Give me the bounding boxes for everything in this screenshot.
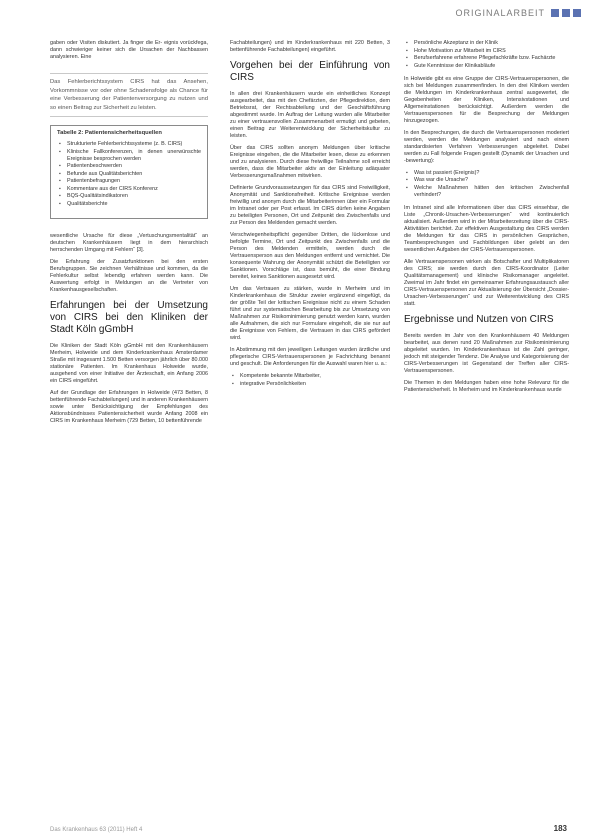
paragraph: Fachabteilungen) und im Kinderkrankenhaus mit 220 Betten, 3 bettenführende Fachabteilungen) eingeführt. — [230, 40, 390, 53]
paragraph: Auf der Grundlage der Erfahrungen in Holweide (473 Betten, 8 bettenführende Fachabteilungen) und in anderen Krankenhäusern sowie unter Berücksichtigung der Empfehlungen des Aktionsbündnisses Patientensicherheit wurde Anfang 2008 ein CIRS im Krankenhaus Merheim (729 Betten, 10 bettenführende — [50, 389, 208, 424]
list-item: ▪ Persönliche Akzeptanz in der Klinik — [414, 40, 569, 47]
paragraph: In Holweide gibt es eine Gruppe der CIRS-Vertrauenspersonen, die sich bei Meldungen zusammenfinden. In den drei Kliniken werden die Meldungen im Kinderkrankenhaus zentral ausgewertet, die Gegebenheiten der Kliniken, Intensivstationen und Allgemeinstationen berücksichtigt. Außerdem werden die Vertrauenspersonen für die Besprechung der Meldungen hinzugezogen. — [404, 75, 569, 124]
paragraph: Über das CIRS sollten anonym Meldungen über kritische Ereignisse eingehen, die die Mitarbeiter lesen, diese zu erkennen und zu analysieren. Durch diese freiwillige Teilnahme soll erreicht werden, dass die Mitarbeiter aktiv an der Einleitung adäquater Verbesserungsmaßnahmen mitwirken. — [230, 145, 390, 179]
journal-footer: Das Krankenhaus 63 (2011) Heft 4 — [50, 827, 143, 833]
list-item: ▪ Qualitätsberichte — [67, 201, 201, 208]
paragraph: Alle Vertrauenspersonen wirken als Botschafter und Multiplikatoren des CIRS; sie werden durch den CIRS-Koordinator (Leiter Qualitätsmanagement) und klinische Risikomanager angeleitet. Zweimal im Jahr findet ein gemeinsamer Erfahrungsaustausch aller CIRS-Vertrauenspersonen zur Aktualisierung der Übersicht „Dossier-Ursachen-Verbesserungen“ und zur Weiterentwicklung des CIRS statt. — [404, 258, 569, 307]
paragraph: Die Kliniken der Stadt Köln gGmbH mit den Krankenhäusern Merheim, Holweide und dem Kinderkrankenhaus Amsterdamer Straße mit insgesamt 1.500 Betten versorgen jährlich über 80.000 stationäre Patienten. Im Krankenhaus Holweide wurde, ausgehend von einer Initiative der Ärzteschaft, ein Anfang 2006 ein CIRS eingeführt. — [50, 342, 208, 384]
list-item: ▪ Hohe Motivation zur Mitarbeit im CIRS — [414, 48, 569, 55]
list-item: ▪ Berufserfahrene erfahrene Pflegefachkräfte bzw. Fachärzte — [414, 55, 569, 62]
pull-quote — [50, 73, 208, 117]
list-item: ▪ BQS-Qualitätsindikatoren — [67, 193, 201, 200]
column-2 — [230, 40, 390, 394]
list-item: ▪ Kompetente bekannte Mitarbeiter, — [240, 373, 390, 380]
list-item: ▪ Befunde aus Qualitätsberichten — [67, 171, 201, 178]
bullet-list — [230, 373, 390, 388]
table-list — [57, 141, 201, 208]
header-square-icon — [573, 9, 581, 17]
list-item: ▪ Welche Maßnahmen hätten den kritischen Zwischenfall verhindert? — [414, 185, 569, 199]
header-square-icon — [562, 9, 570, 17]
paragraph: wesentliche Ursache für diese „Vertuschungsmentalität“ an deutschen Krankenhäusern liegt in dem hierarchisch herrschenden Umgang mit Fehlern“ [3]. — [50, 232, 208, 253]
paragraph: gaben oder Visiten diskutiert. Ja finger die Er- eignis vorückfega, dann schwieriger keiner sich die Ursachen der Nachbassen analysieren. Eine — [50, 40, 208, 60]
header-square-icon — [551, 9, 559, 17]
paragraph: Definierte Grundvoraussetzungen für das CIRS sind Freiwilligkeit, Anonymität und Sanktionsfreiheit. Kritische Ereignisse werden freiwillig und anonym durch die Mitarbeiterinnen über ein Formular im Intranet oder per Post erfasst. Im CIRS dürfen keine Angaben zu beteiligten Personen, Ort und Zeitpunkt des Zwischenfalls und zur Person des Meldenden gemacht werden. — [230, 185, 390, 226]
section-heading: Vorgehen bei der Einführung von CIRS — [230, 60, 390, 83]
column-1 — [50, 40, 208, 430]
list-item: ▪ Strukturierte Fehlerberichtssysteme (z. B. CIRS) — [67, 141, 201, 148]
bullet-list — [404, 170, 569, 199]
page-header — [455, 8, 581, 18]
list-item: ▪ Klinische Fallkonferenzen, in denen unerwünschte Ereignisse besprochen werden — [67, 149, 201, 163]
section-heading: Ergebnisse und Nutzen von CIRS — [404, 313, 554, 325]
list-item: ▪ Was war die Ursache? — [414, 177, 569, 184]
paragraph: In den Besprechungen, die durch die Vertrauenspersonen moderiert werden, werden die Meldungen analysiert und nach einem standardisierten Verfahren Verbesserungen abgeleitet. Dabei werden zu Fall folgende Fragen gestellt (Dynamik der Ursachen und -bewertung): — [404, 129, 569, 164]
list-item: ▪ Was ist passiert (Ereignis)? — [414, 170, 569, 177]
bullet-list — [404, 40, 569, 70]
section-label: ORIGINALARBEIT — [455, 8, 545, 18]
paragraph: Die Themen in den Meldungen haben eine hohe Relevanz für die Patientensicherheit. In Merheim und im Kinderkrankenhaus wurde — [404, 379, 569, 393]
list-item: ▪ Kommentare aus der CIRS Konferenz — [67, 186, 201, 193]
paragraph: In Abstimmung mit den jeweiligen Leitungen wurden ärztliche und pflegerische CIRS-Vertrauenspersonen je Fachrichtung benannt und geschult. Die Anforderungen für die Auswahl waren hier u. a.: — [230, 347, 390, 367]
paragraph: Bereits werden im Jahr von den Krankenhäusern 40 Meldungen bearbeitet, aus denen rund 20 Maßnahmen zur Risikominimierung abgeleitet wurden. Im Kinderkrankenhaus ist die Zahl geringer, jedoch mit steigender Tendenz. Die Analyse und Kategorisierung der CIRS-Verbesserungen ist Gegenstand der Treffen aller CIRS-Vertrauenspersonen. — [404, 332, 569, 374]
list-item: ▪ Patientenbefragungen — [67, 178, 201, 185]
table-box — [50, 125, 208, 219]
section-heading: Erfahrungen bei der Umsetzung von CIRS bei den Kliniken der Stadt Köln gGmbH — [50, 299, 208, 335]
list-item: ▪ Patientenbeschwerden — [67, 163, 201, 170]
paragraph: Im Intranet sind alle Informationen über das CIRS einsehbar, die Liste „Chronik-Ursachen-Verbesserungen“ wird kontinuierlich aktualisiert. Außerdem wird in der Mitarbeiterzeitung über die CIRS-Aktivitäten berichtet. Zur effektiven Ausgestaltung des CIRS werden die Meldungen für das CIRS in persönlichen Gesprächen, Teambesprechungen und Fachbildungen über gelebt an den wesentlichen Aufgaben der CIRS-Vertrauenspersonen. — [404, 204, 569, 253]
list-item: ▪ Gute Kenntnisse der Klinikabläufe — [414, 63, 569, 70]
paragraph: Die Erfahrung der Zusatzfunktionen bei den ersten Berufsgruppen. Sie zeichnen Verhältnisse und kommen, da die Fehlerkultur selbst lebendig erfahren werden kann. Die Auswertung erfolgt in Meldungen an die Vertreter von Krankenhausgesellschaften. — [50, 258, 208, 293]
paragraph: Um das Vertrauen zu stärken, wurde in Merheim und im Kinderkrankenhaus die Struktur zweier ergänzend eingefügt, da der größte Teil der kritischen Ereignisse nicht zu einem Schaden führt und zur systematischen Bearbeitung bis zur Umsetzung von Maßnahmen zur Risikominimierung genutzt werden kann, wurden alle Aufnahmen, die sich nur Formulare eingeholt, die sie nur auf die Ereignisse von Fehlern, die Vertrauen in das CIRS gefördert wird. — [230, 286, 390, 341]
column-3 — [404, 40, 569, 399]
paragraph: Verschwiegenheitspflicht gegenüber Dritten, die lückenlose und befolgte Termine, Ort und Zeitpunkt des Zwischenfalls und die Person des Meldenden ermitteln, werden durch die Vertrauensperson aus den Meldungen entfernt und vernichtet. Die konsequente Wahrung der Anonymität schützt die Beteiligten vor Sanktionen. Vorschläge ist, dass bemüht, die einer Bindung bereitet, keines Sanktionen ausgesetzt wird. — [230, 232, 390, 280]
table-title: Tabelle 2: Patientensicherheitsquellen — [57, 130, 162, 136]
list-item: ▪ integrative Persönlichkeiten — [240, 381, 390, 388]
paragraph: In allen drei Krankenhäusern wurde ein einheitliches Konzept ausgearbeitet, das mit den Chefärzten, der Pflegedirektion, dem Betriebsrat, der Rechtsabteilung und der Geschäftsführung abgestimmt wurde. Im Auftrag der Leitung wurden alle Mitarbeiter zu einer vertrauensvollen Zusammenarbeit ermutigt und gebeten, einen Beitrag zur Weiterentwicklung der Sicherheitskultur zu leisten. — [230, 91, 390, 139]
page-number: 183 — [553, 824, 567, 833]
pull-quote-text: Das Fehlerberichtssystem CIRS hat das Ansehen, Vorkommnisse vor oder ohne Schadensfolge als Chance für eine Verbesserung der Patientenversorgung zu nutzen und so einen Beitrag zur Sicherheit zu leisten. — [50, 79, 208, 111]
